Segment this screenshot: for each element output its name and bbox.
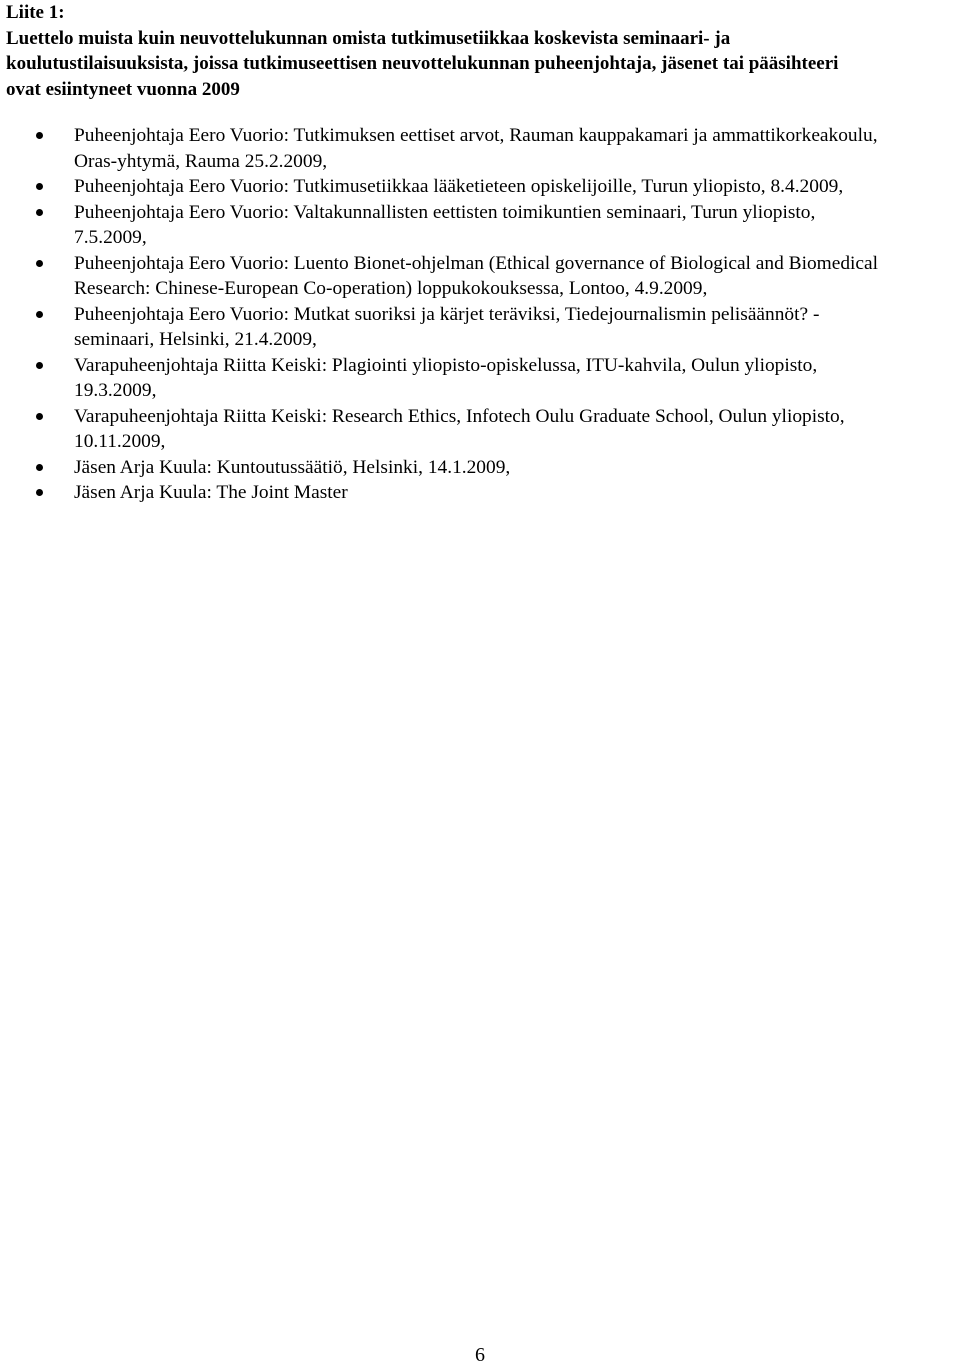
appendix-heading <box>6 0 956 102</box>
list-item-line: 7.5.2009, <box>74 227 147 248</box>
list-item-line: Oras-yhtymä, Rauma 25.2.2009, <box>74 150 328 172</box>
list-item <box>0 302 960 353</box>
list-item-line: Puheenjohtaja Eero Vuorio: Luento Bionet-ohjelman (Ethical governance of Biological and Biomedical <box>74 252 879 274</box>
bullet-icon <box>36 183 43 190</box>
list-item <box>0 200 960 251</box>
heading-line: Liite 1: <box>6 2 65 23</box>
bullet-icon <box>36 260 43 267</box>
list-item-line: 19.3.2009, <box>74 380 157 401</box>
list-item <box>0 455 960 481</box>
list-item-line: Varapuheenjohtaja Riitta Keiski: Plagiointi yliopisto-opiskelussa, ITU-kahvila, Oulun yliopisto, <box>74 354 818 376</box>
heading-line: Luettelo muista kuin neuvottelukunnan omista tutkimusetiikkaa koskevista seminaari- ja <box>6 27 731 49</box>
bullet-icon <box>36 413 43 420</box>
bullet-icon <box>36 132 43 139</box>
list-item-line: Puheenjohtaja Eero Vuorio: Mutkat suoriksi ja kärjet teräviksi, Tiedejournalismin pelisäännöt? - <box>74 303 820 325</box>
page-number: 6 <box>475 1344 485 1366</box>
list-item-line: Puheenjohtaja Eero Vuorio: Tutkimusetiikkaa lääketieteen opiskelijoille, Turun yliopisto, 8.4.2009, <box>74 176 844 197</box>
list-item-line: Puheenjohtaja Eero Vuorio: Valtakunnallisten eettisten toimikuntien seminaari, Turun yliopisto, <box>74 201 816 223</box>
heading-line: ovat esiintyneet vuonna 2009 <box>6 78 240 100</box>
list-item <box>0 480 960 506</box>
list-item <box>0 174 960 200</box>
event-list <box>0 123 960 506</box>
heading-line: koulutustilaisuuksista, joissa tutkimuseettisen neuvottelukunnan puheenjohtaja, jäsenet tai pääsihteeri <box>6 53 839 74</box>
list-item-line: Research: Chinese-European Co-operation) loppukokouksessa, Lontoo, 4.9.2009, <box>74 278 708 299</box>
list-item-line: Jäsen Arja Kuula: The Joint Master <box>74 482 348 503</box>
list-item-line: Puheenjohtaja Eero Vuorio: Tutkimuksen eettiset arvot, Rauman kauppakamari ja ammattikorkeakoulu, <box>74 125 878 146</box>
list-item-line: seminaari, Helsinki, 21.4.2009, <box>74 329 317 350</box>
bullet-icon <box>36 362 43 369</box>
list-item <box>0 353 960 404</box>
list-item <box>0 251 960 302</box>
list-item-line: 10.11.2009, <box>74 431 166 452</box>
bullet-icon <box>36 311 43 318</box>
list-item-line: Varapuheenjohtaja Riitta Keiski: Research Ethics, Infotech Oulu Graduate School, Oulun yliopisto, <box>74 405 845 427</box>
list-item <box>0 123 960 174</box>
bullet-icon <box>36 489 43 496</box>
bullet-icon <box>36 464 43 471</box>
list-item <box>0 404 960 455</box>
list-item-line: Jäsen Arja Kuula: Kuntoutussäätiö, Helsinki, 14.1.2009, <box>74 456 511 478</box>
bullet-icon <box>36 209 43 216</box>
